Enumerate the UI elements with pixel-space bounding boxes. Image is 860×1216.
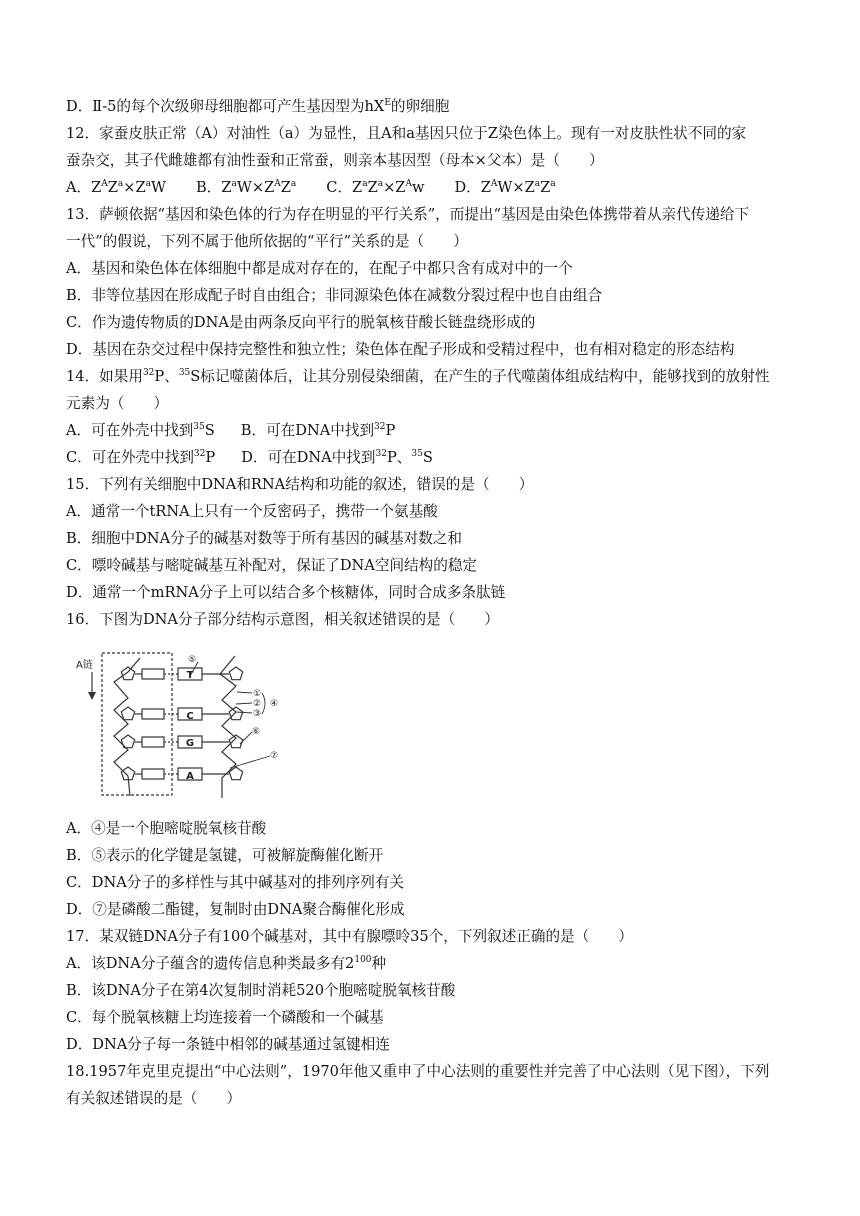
left-sugar [121,667,134,680]
q15-option-c: C．嘌呤碱基与嘧啶碱基互补配对，保证了DNA空间结构的稳定 [66,557,478,574]
q15-stem: 15．下列有关细胞中DNA和RNA结构和功能的叙述，错误的是（ ） [66,476,534,493]
left-base [142,669,164,679]
q12-option-c: C．$Z^aZ^a\times Z^Aw$ [326,179,425,196]
q17-option-b: B．该DNA分子在第4次复制时消耗520个胞嘧啶脱氧核苷酸 [66,982,456,999]
left-sugar [121,707,134,720]
q13-option-c: C．作为遗传物质的DNA是由两条反向平行的脱氧核苷酸长链盘绕形成的 [66,314,536,331]
q12-options [66,178,556,198]
left-sugar [121,735,134,748]
q13-stem-line1: 13．萨顿依据“基因和染色体的行为存在明显的平行关系”，而提出“基因是由染色体携带着从亲代传递给下 [66,206,750,223]
marker-5: ⑤ [188,655,197,665]
left-base [142,709,164,719]
q14-option-d: D．可在DNA中找到$^{32}$P、$^{35}$S [241,449,433,466]
q17-stem: 17．某双链DNA分子有100个碱基对，其中有腺嘌呤35个，下列叙述正确的是（ ） [66,928,634,945]
marker-6: ⑥ [252,727,261,737]
q12-stem-line2: 蚕杂交，其子代雌雄都有油性蚕和正常蚕，则亲本基因型（母本×父本）是（ ） [66,152,604,169]
q16-option-d: D．⑦是磷酸二酯键，复制时由DNA聚合酶催化形成 [66,901,405,918]
q12-option-a: A．$Z^AZ^a\times Z^aW$ [66,179,167,196]
q16-option-b: B．⑤表示的化学键是氢键，可被解旋酶催化断开 [66,847,384,864]
q14-option-c: C．可在外壳中找到$^{32}$P [66,449,216,466]
q12-option-d: D．$Z^AW\times Z^aZ^a$ [454,179,556,196]
q11-option-d: D．Ⅱ-5的每个次级卵母细胞都可产生基因型为$hX^E$的卵细胞 [66,98,450,115]
marker-7: ⑦ [270,751,279,761]
q18-stem-line2: 有关叙述错误的是（ ） [66,1090,242,1107]
q16-option-a: A．④是一个胞嘧啶脱氧核苷酸 [66,820,267,837]
marker-3: ③ [253,709,262,719]
q12-option-b: B．$Z^aW\times Z^AZ^a$ [196,179,297,196]
q13-stem-line2: 一代”的假说，下列不属于他所依据的“平行”关系的是（ ） [66,233,468,250]
q14-stem-line2: 元素为（ ） [66,395,169,412]
base-label-a: A [186,771,194,782]
right-sugar [229,707,242,720]
q14-options-cd [66,448,433,468]
q17-option-a: A．该DNA分子蕴含的遗传信息种类最多有$2^{100}$种 [66,955,387,972]
q17-option-d: D．DNA分子每一条链中相邻的碱基通过氢键相连 [66,1036,390,1053]
q12-stem-line1: 12．家蚕皮肤正常（A）对油性（a）为显性，且A和a基因只位于Z染色体上。现有一对皮肤性状不同的家 [66,125,747,142]
q18-stem-line1: 18.1957年克里克提出“中心法则”，1970年他又重申了中心法则的重要性并完善了中心法则（见下图），下列 [66,1063,770,1080]
right-sugar [229,667,242,680]
q14-stem-line1: 14．如果用$^{32}$P、$^{35}$S标记噬菌体后，让其分别侵染细菌，在产生的子代噬菌体组成结构中，能够找到的放射性 [66,368,770,385]
q16-option-c: C．DNA分子的多样性与其中碱基对的排列序列有关 [66,874,405,891]
q13-option-a: A．基因和染色体在体细胞中都是成对存在的，在配子中都只含有成对中的一个 [66,260,573,277]
left-base [142,737,164,747]
q13-option-b: B．非等位基因在形成配子时自由组合；非同源染色体在减数分裂过程中也自由组合 [66,287,603,304]
left-base [142,769,164,779]
marker-1: ① [253,689,262,699]
q14-option-b: B．可在DNA中找到$^{32}$P [240,422,396,439]
q14-options-ab [66,421,395,441]
base-label-t: T [186,670,194,681]
right-sugar [229,735,242,748]
marker-2: ② [253,699,262,709]
q17-option-c: C．每个脱氧核糖上均连接着一个磷酸和一个碱基 [66,1009,384,1026]
q14-option-a: A．可在外壳中找到$^{35}$S [66,422,215,439]
q13-option-d: D．基因在杂交过程中保持完整性和独立性；染色体在配子形成和受精过程中，也有相对稳定的形态结构 [66,341,735,358]
base-label-g: G [185,738,195,749]
q16-stem: 16．下图为DNA分子部分结构示意图，相关叙述错误的是（ ） [66,611,500,628]
dna-structure-diagram [70,648,290,806]
q15-option-a: A．通常一个tRNA上只有一个反密码子，携带一个氨基酸 [66,503,438,520]
marker-4: ④ [270,699,279,709]
q15-option-d: D．通常一个mRNA分子上可以结合多个核糖体，同时合成多条肽链 [66,584,506,601]
q15-option-b: B．细胞中DNA分子的碱基对数等于所有基因的碱基对数之和 [66,530,462,547]
chain-label: A链 [76,660,93,671]
base-label-c: C [186,711,194,722]
